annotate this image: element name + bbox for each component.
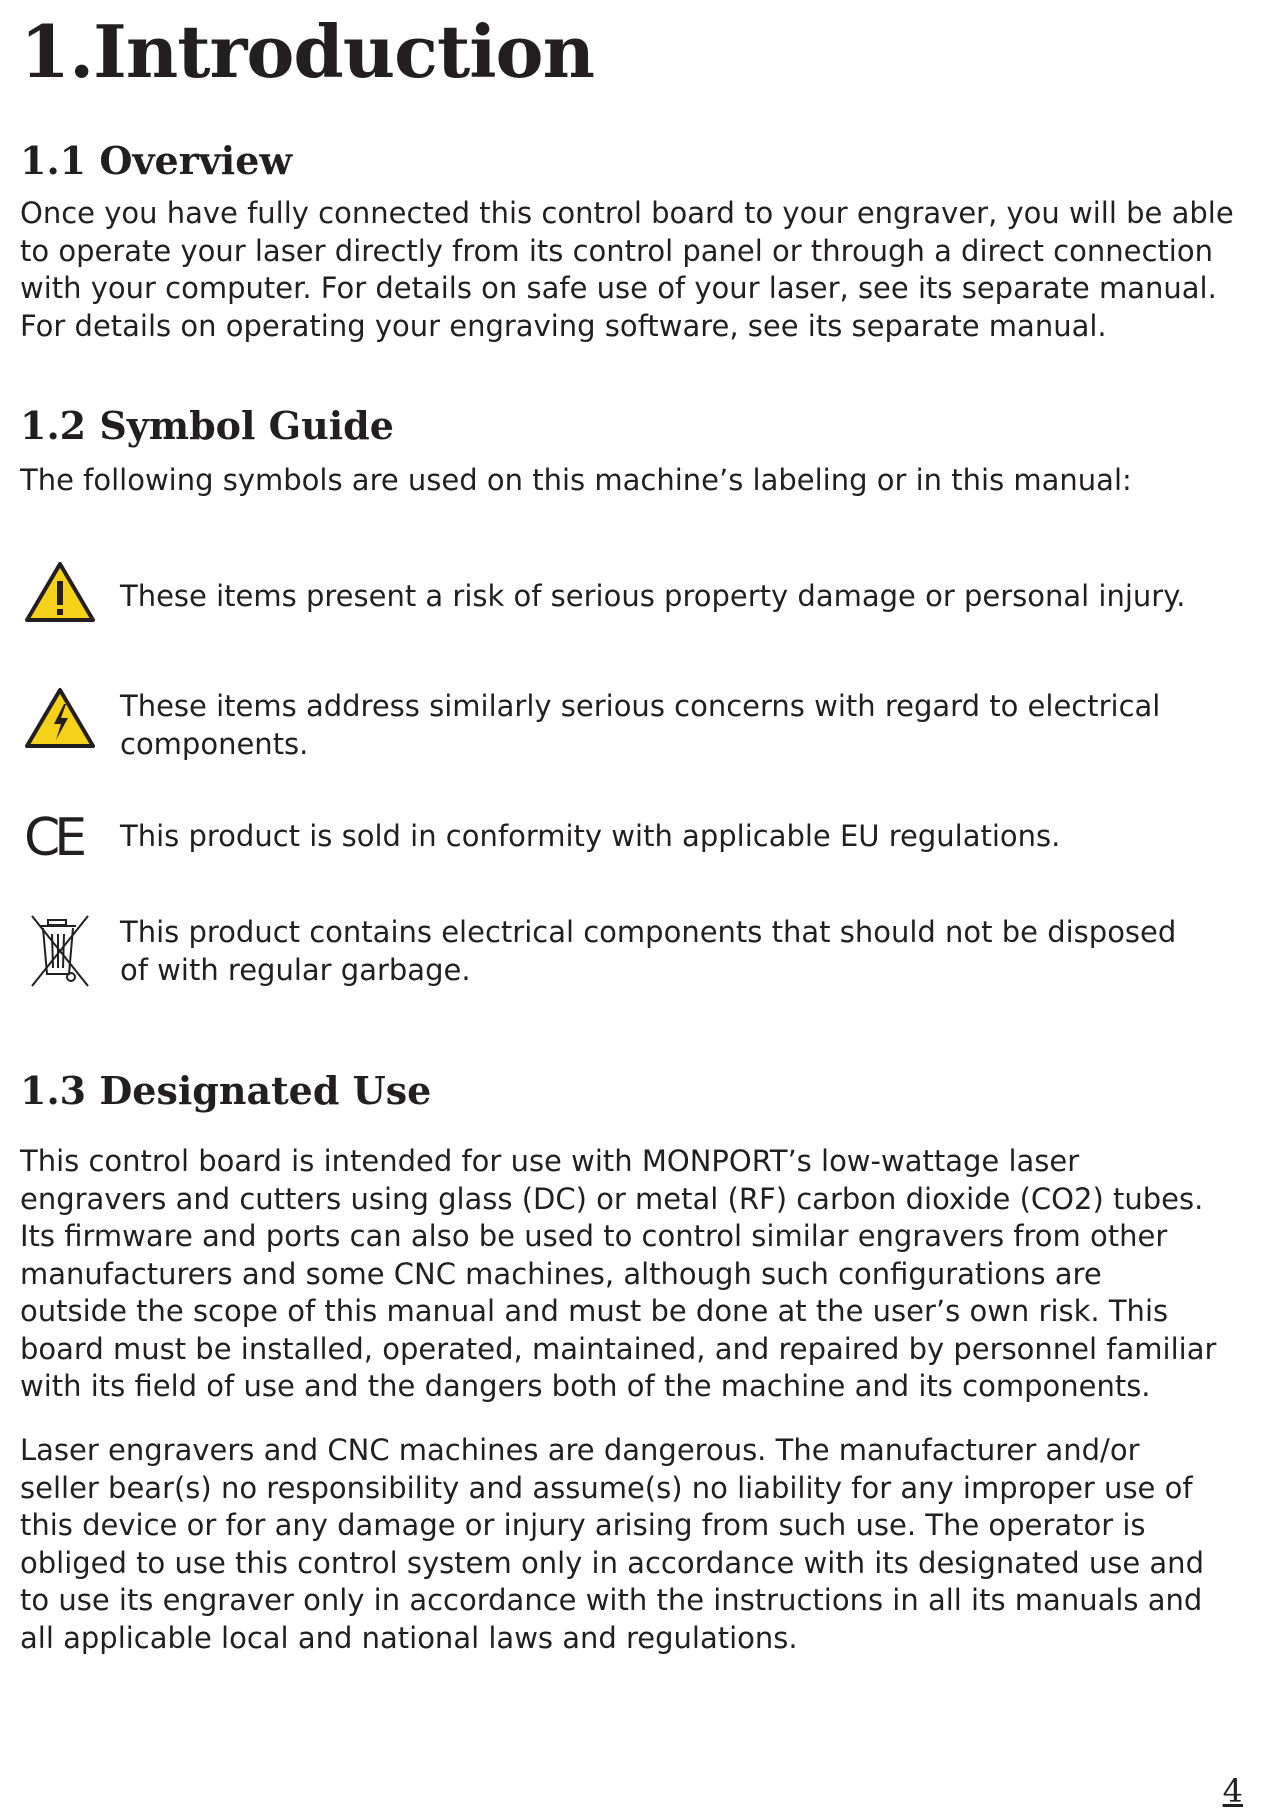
paragraph-line: manufacturers and some CNC machines, although such configurations are: [20, 1256, 1102, 1291]
electrical-hazard-icon: [24, 686, 100, 754]
symbol-item-line: of with regular garbage.: [120, 952, 471, 987]
paragraph-line: seller bear(s) no responsibility and assume(s) no liability for any improper use of: [20, 1470, 1193, 1505]
paragraph-line: this device or for any damage or injury arising from such use. The operator is: [20, 1508, 1146, 1542]
paragraph-line: engravers and cutters using glass (DC) or metal (RF) carbon dioxide (CO2) tubes.: [20, 1181, 1204, 1216]
overview-line: Once you have fully connected this control board to your engraver, you will be able: [20, 196, 1234, 230]
symbol-item-line: These items address similarly serious concerns with regard to electrical: [120, 689, 1161, 723]
ce-mark-icon: CE: [24, 808, 82, 868]
paragraph-line: obliged to use this control system only in accordance with its designated use and: [20, 1545, 1204, 1580]
overview-paragraph: [20, 195, 1250, 345]
paragraph-line: Laser engravers and CNC machines are dangerous. The manufacturer and/or: [20, 1433, 1140, 1467]
paragraph-line: board must be installed, operated, maintained, and repaired by personnel familiar: [20, 1331, 1217, 1366]
symbol-guide-heading: 1.2 Symbol Guide: [20, 403, 394, 448]
paragraph-line: Its firmware and ports can also be used to control similar engravers from other: [20, 1219, 1168, 1253]
warning-triangle-icon: [24, 560, 100, 628]
symbol-item-text: [120, 688, 1240, 763]
paragraph-line: outside the scope of this manual and must be done at the user’s own risk. This: [20, 1294, 1169, 1328]
overview-heading: 1.1 Overview: [20, 138, 293, 183]
symbol-item-line: These items present a risk of serious property damage or personal injury.: [120, 579, 1186, 613]
symbol-item-line: This product is sold in conformity with applicable EU regulations.: [120, 819, 1061, 853]
symbol-item-line: This product contains electrical components that should not be disposed: [120, 915, 1177, 949]
symbol-item-text: [120, 578, 1240, 616]
page-number: 4: [1222, 1772, 1243, 1810]
symbol-guide-intro-text: The following symbols are used on this machine’s labeling or in this manual:: [20, 463, 1132, 497]
symbol-guide-intro: [20, 462, 1250, 500]
overview-line: to operate your laser directly from its control panel or through a direct connection: [20, 233, 1213, 268]
paragraph-line: with its field of use and the dangers both of the machine and its components.: [20, 1369, 1151, 1403]
designated-use-paragraph-1: [20, 1143, 1250, 1406]
overview-line: For details on operating your engraving software, see its separate manual.: [20, 308, 1107, 343]
paragraph-line: This control board is intended for use with MONPORT’s low-wattage laser: [20, 1144, 1080, 1178]
designated-use-paragraph-2: [20, 1432, 1250, 1657]
symbol-item-text: [120, 914, 1240, 989]
symbol-item-line: components.: [120, 726, 309, 761]
weee-bin-icon: [24, 912, 100, 994]
paragraph-line: all applicable local and national laws and regulations.: [20, 1620, 798, 1655]
overview-line: with your computer. For details on safe use of your laser, see its separate manual.: [20, 271, 1217, 305]
symbol-item-text: [120, 818, 1240, 856]
designated-use-heading: 1.3 Designated Use: [20, 1068, 432, 1113]
page-title: 1.Introduction: [20, 9, 594, 94]
paragraph-line: to use its engraver only in accordance with the instructions in all its manuals and: [20, 1583, 1203, 1617]
